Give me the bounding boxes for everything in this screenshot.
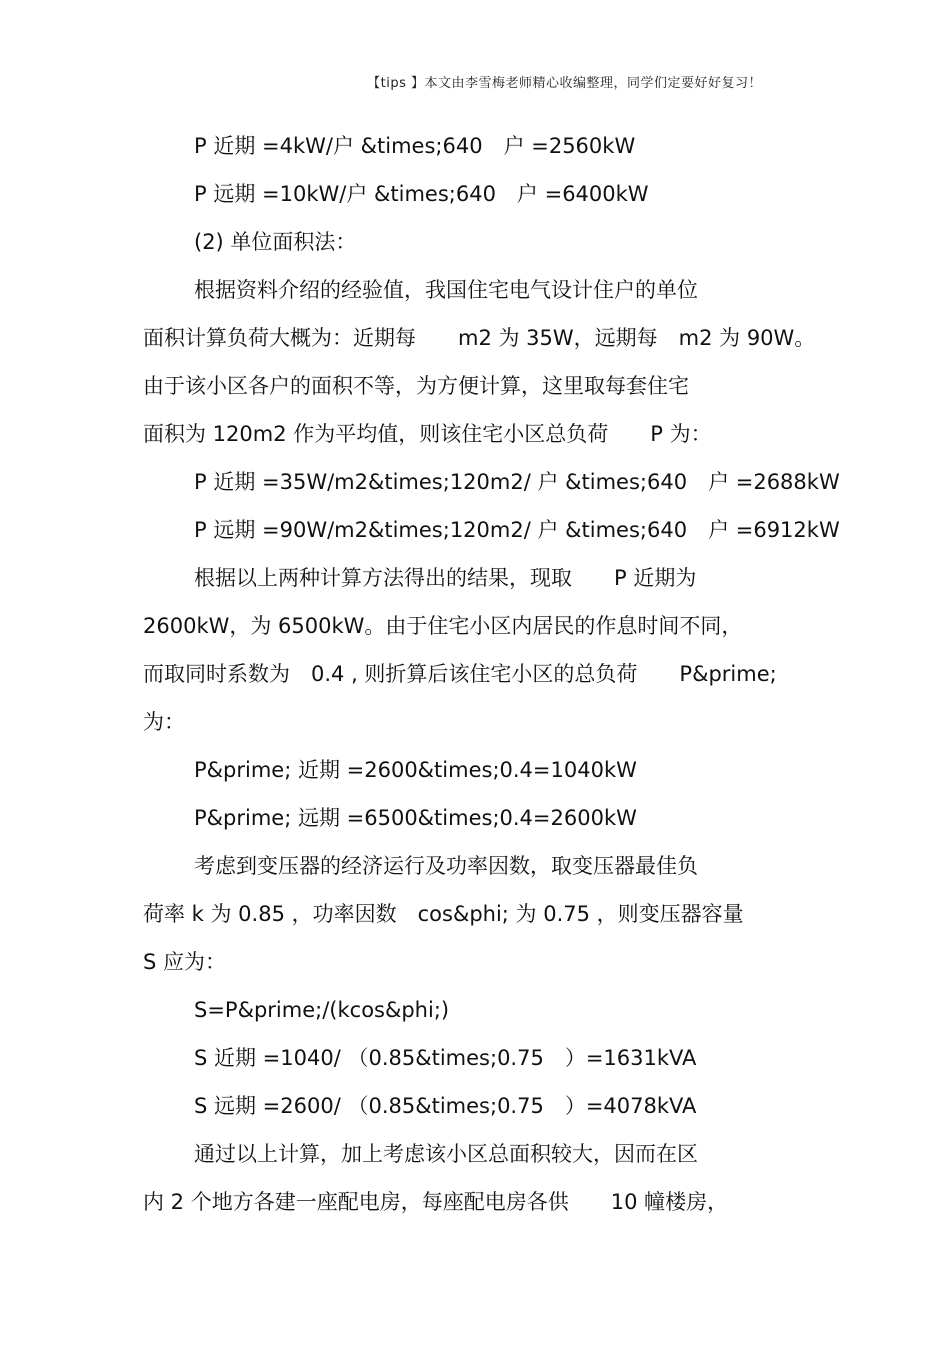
text-line: 面积计算负荷大概为：近期每 m2 为 35W，远期每 m2 为 90W。 — [143, 326, 816, 350]
text-line: S 应为： — [143, 950, 227, 974]
text-line: P 远期 =10kW/户 &times;640 户 =6400kW — [194, 182, 649, 206]
text-line: 而取同时系数为 0.4 , 则折算后该住宅小区的总负荷 P&prime; — [143, 662, 777, 686]
text-line: 通过以上计算，加上考虑该小区总面积较大，因而在区 — [194, 1142, 698, 1166]
text-line: 面积为 120m2 作为平均值，则该住宅小区总负荷 P 为： — [143, 422, 712, 446]
text-line: S 近期 =1040/ （0.85&times;0.75 ）=1631kVA — [194, 1046, 697, 1070]
text-line: 考虑到变压器的经济运行及功率因数，取变压器最佳负 — [194, 854, 698, 878]
text-line: 根据资料介绍的经验值，我国住宅电气设计住户的单位 — [194, 278, 698, 302]
text-line: P&prime; 近期 =2600&times;0.4=1040kW — [194, 758, 637, 782]
text-line: P&prime; 远期 =6500&times;0.4=2600kW — [194, 806, 637, 830]
text-line: 根据以上两种计算方法得出的结果，现取 P 近期为 — [194, 566, 697, 590]
text-line: 由于该小区各户的面积不等，为方便计算，这里取每套住宅 — [143, 374, 689, 398]
text-line: P 远期 =90W/m2&times;120m2/ 户 &times;640 户 =6912kW — [194, 518, 840, 542]
text-line: P 近期 =35W/m2&times;120m2/ 户 &times;640 户 =2688kW — [194, 470, 840, 494]
text-line: S 远期 =2600/ （0.85&times;0.75 ）=4078kVA — [194, 1094, 697, 1118]
text-line: 内 2 个地方各建一座配电房，每座配电房各供 10 幢楼房， — [143, 1190, 729, 1214]
header-tips: 【tips 】本文由李雪梅老师精心收编整理，同学们定要好好复习！ — [367, 76, 762, 91]
text-line: S=P&prime;/(kcos&phi;) — [194, 998, 450, 1022]
text-line: 为： — [143, 710, 185, 734]
text-line: 2600kW，为 6500kW。由于住宅小区内居民的作息时间不同， — [143, 614, 743, 638]
text-line: (2) 单位面积法： — [194, 230, 357, 254]
text-line: 荷率 k 为 0.85 ，功率因数 cos&phi; 为 0.75 ，则变压器容量 — [143, 902, 744, 926]
text-line: P 近期 =4kW/户 &times;640 户 =2560kW — [194, 134, 636, 158]
